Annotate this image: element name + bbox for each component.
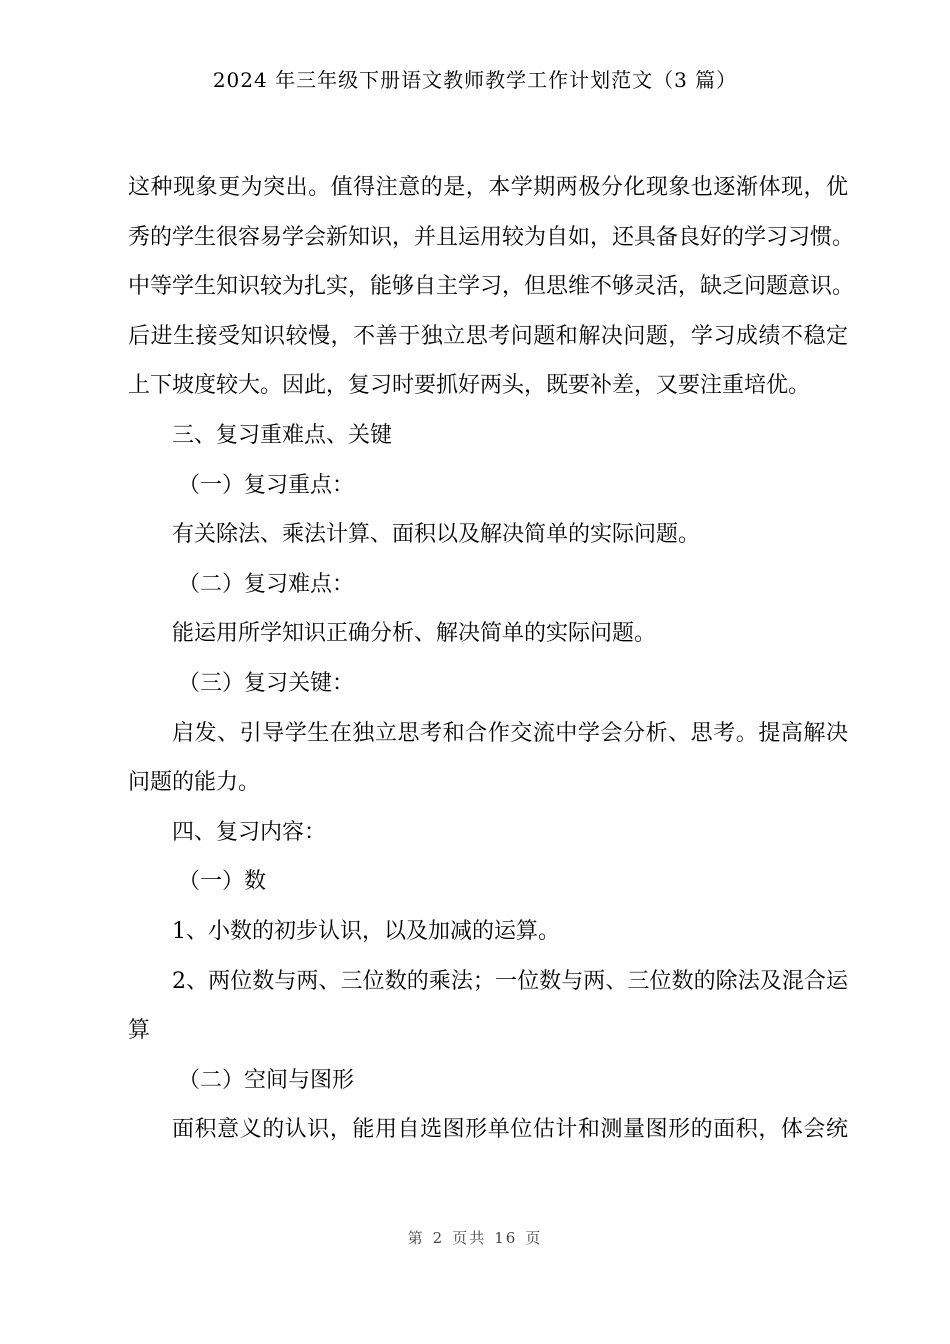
subsection-heading: （二）空间与图形 — [178, 1067, 355, 1093]
paragraph-line: 算 — [128, 1018, 151, 1044]
paragraph-line: 有关除法、乘法计算、面积以及解决简单的实际问题。 — [172, 522, 701, 548]
footer-suffix: 页 — [525, 1229, 543, 1247]
footer-mid: 页共 — [452, 1229, 487, 1247]
paragraph-line: 面积意义的认识，能用自选图形单位估计和测量图形的面积，体会统 — [172, 1117, 848, 1143]
paragraph-line: 秀的学生很容易学会新知识，并且运用较为自如，还具备良好的学习习惯。 — [128, 224, 855, 250]
paragraph-line: 后进生接受知识较慢，不善于独立思考问题和解决问题，学习成绩不稳定 — [128, 323, 848, 349]
document-title: 2024 年三年级下册语文教师教学工作计划范文（3 篇） — [212, 68, 738, 92]
paragraph-line: 上下坡度较大。因此，复习时要抓好两头，既要补差，又要注重培优。 — [128, 373, 811, 399]
paragraph-line: 问题的能力。 — [128, 770, 261, 796]
list-item: 1、小数的初步认识，以及加减的运算。 — [172, 918, 560, 944]
section-heading: 三、复习重难点、关键 — [172, 422, 393, 448]
subsection-heading: （三）复习关键： — [178, 670, 355, 696]
paragraph-line: 这种现象更为突出。值得注意的是，本学期两极分化现象也逐渐体现，优 — [128, 175, 848, 200]
paragraph-line: 启发、引导学生在独立思考和合作交流中学会分析、思考。提高解决 — [172, 720, 848, 746]
section-heading: 四、复习内容： — [172, 819, 327, 845]
total-pages: 16 — [494, 1229, 518, 1247]
subsection-heading: （二）复习难点： — [178, 571, 355, 597]
page-number: 2 — [432, 1229, 445, 1247]
subsection-heading: （一）数 — [178, 869, 267, 895]
document-body — [128, 163, 855, 1155]
paragraph-line: 能运用所学知识正确分析、解决简单的实际问题。 — [172, 621, 657, 647]
footer-prefix: 第 — [407, 1229, 425, 1247]
list-item: 2、两位数与两、三位数的乘法；一位数与两、三位数的除法及混合运 — [172, 968, 848, 994]
subsection-heading: （一）复习重点： — [178, 472, 355, 498]
paragraph-line: 中等学生知识较为扎实，能够自主学习，但思维不够灵活，缺乏问题意识。 — [128, 274, 855, 300]
page-footer — [0, 1227, 950, 1248]
